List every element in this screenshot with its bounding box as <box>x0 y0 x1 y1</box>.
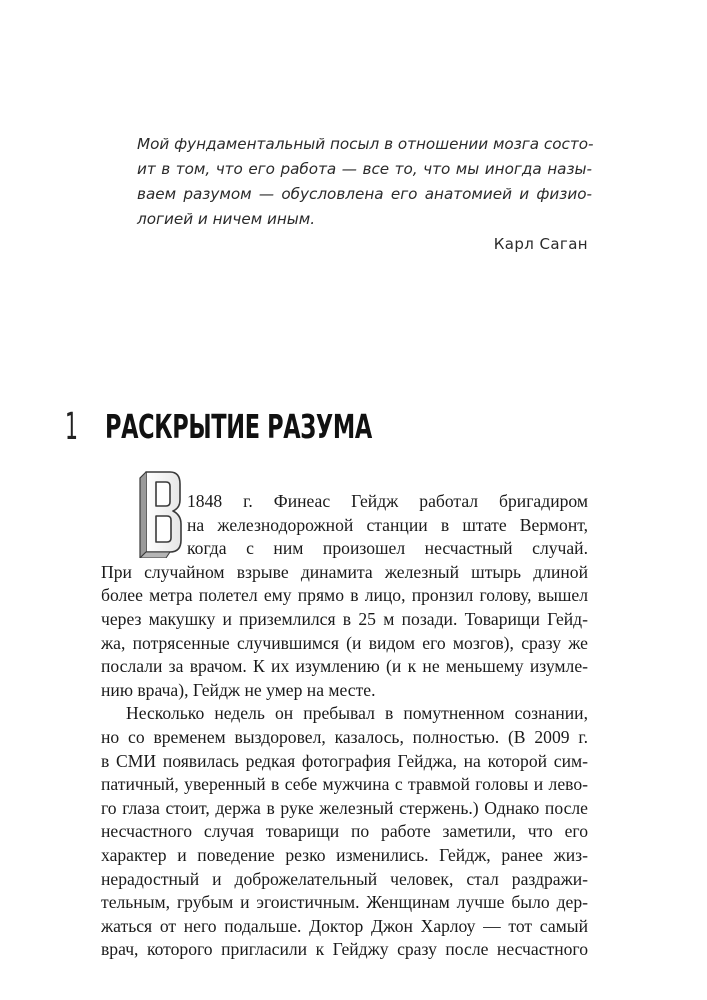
text-line: на железнодорожной станции в штате Вермонт, <box>187 514 588 535</box>
text-line: послали за врачом. К их изумлению (и к не меньшему изумле- <box>101 656 588 677</box>
text-line: в СМИ появилась редкая фотография Гейджа, на которой сим- <box>101 750 588 771</box>
text-line: но со временем выздоровел, казалось, полностью. (В 2009 г. <box>101 726 588 747</box>
epigraph-line: логией и ничем иным. <box>137 210 316 228</box>
text-line: характер и поведение резко изменились. Гейдж, ранее жиз- <box>101 844 588 865</box>
chapter-title: РАСКРЫТИЕ РАЗУМА <box>105 406 372 446</box>
text-line: тельным, грубым и эгоистичным. Женщинам лучше было дер- <box>101 892 588 913</box>
text-line: го глаза стоит, держа в руке железный стержень.) Однако после <box>101 797 588 818</box>
text-line: когда с ним произошел несчастный случай. <box>187 538 588 559</box>
epigraph-line: Мой фундаментальный посыл в отношении мозга состо- <box>137 135 594 153</box>
chapter-number: 1 <box>65 404 78 448</box>
chapter-heading <box>65 404 497 448</box>
epigraph <box>137 132 592 257</box>
epigraph-line: ваем разумом — обусловлена его анатомией и физио- <box>137 185 592 203</box>
text-line: через макушку и приземлился в 25 м позади. Товарищи Гейд- <box>101 608 588 629</box>
body-text <box>101 490 588 962</box>
text-line: более метра полетел ему прямо в лицо, пронзил голову, вышел <box>101 585 588 606</box>
text-line: жаться от него подальше. Доктор Джон Харлоу — тот самый <box>101 915 588 936</box>
epigraph-line: ит в том, что его работа — все то, что мы иногда назы- <box>137 160 592 178</box>
text-line: врач, которого пригласили к Гейджу сразу после несчастного <box>101 939 588 960</box>
text-line: несчастного случая товарищи по работе заметили, что его <box>101 821 588 842</box>
epigraph-author: Карл Саган <box>493 235 588 253</box>
text-line: нию врача), Гейдж не умер на месте. <box>101 679 376 700</box>
text-line: патичный, уверенный в себе мужчина с травмой головы и лево- <box>101 774 588 795</box>
text-line: нерадостный и доброжелательный человек, стал раздражи- <box>101 868 588 889</box>
text-line: 1848 г. Финеас Гейдж работал бригадиром <box>187 491 588 511</box>
text-line: При случайном взрыве динамита железный штырь длиной <box>101 561 588 582</box>
text-line: Несколько недель он пребывал в помутненном сознании, <box>126 703 588 724</box>
text-line: жа, потрясенные случившимся (и видом его мозгов), сразу же <box>101 632 588 653</box>
